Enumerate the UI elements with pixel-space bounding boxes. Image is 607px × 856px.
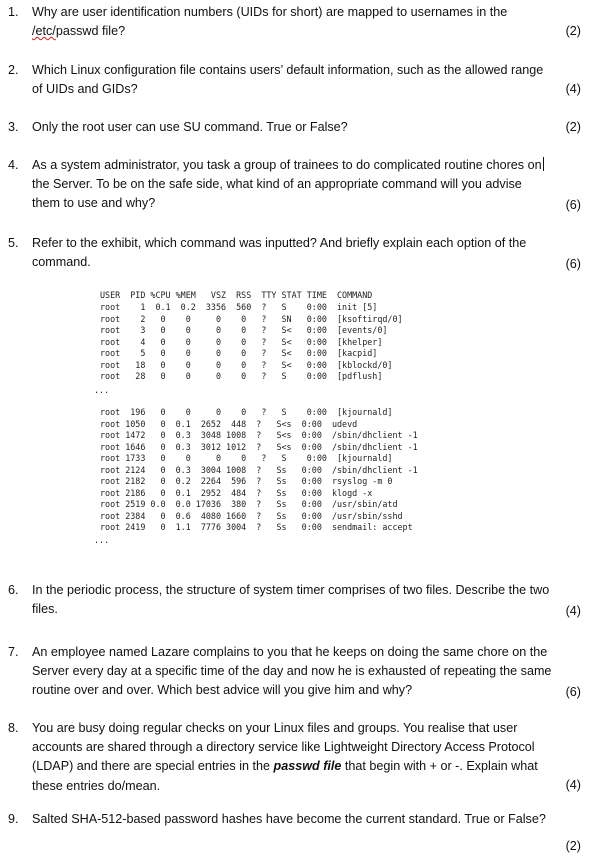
question-number: 2. [8, 63, 19, 77]
question-number: 7. [8, 645, 19, 659]
exhibit-row: root 18 0 0 0 0 ? S< 0:00 [kblockd/0] [100, 359, 393, 370]
question-number: 3. [8, 120, 19, 134]
file-path-wavy: /etc/ [32, 24, 56, 39]
exhibit-row: root 1050 0 0.1 2652 448 ? S<s 0:00 udevd [100, 418, 358, 429]
exhibit-ellipsis: ... [94, 385, 110, 395]
question-marks: (2) [565, 120, 581, 134]
question-text-line3: routine over and over. Which best advice will you give him and why? [32, 683, 413, 698]
exhibit-row: root 28 0 0 0 0 ? S 0:00 [pdflush] [100, 371, 383, 381]
question-marks: (2) [565, 24, 581, 38]
exhibit-row: root 2 0 0 0 0 ? SN 0:00 [ksoftirqd/0] [100, 313, 403, 324]
question-marks: (6) [565, 257, 581, 271]
question-text: Why are user identification numbers (UIDs for short) are mapped to usernames in the [32, 5, 508, 19]
question-text-line2: of UIDs and GIDs? [32, 82, 138, 97]
question-text: Salted SHA-512-based password hashes have become the current standard. True or False? [32, 812, 546, 826]
exhibit-row: root 2384 0 0.6 4080 1660 ? Ss 0:00 /usr/sbin/sshd [100, 510, 403, 521]
question-number: 6. [8, 583, 19, 597]
question-number: 1. [8, 5, 19, 19]
question-number: 5. [8, 236, 19, 250]
question-marks: (6) [565, 198, 581, 212]
question-text: In the periodic process, the structure of system timer comprises of two files. Describe the two [32, 583, 550, 597]
exhibit-row: root 2124 0 0.3 3004 1008 ? Ss 0:00 /sbin/dhclient -1 [100, 464, 418, 475]
question-text: Refer to the exhibit, which command was inputted? And briefly explain each option of the [32, 236, 527, 250]
exhibit-row: root 3 0 0 0 0 ? S< 0:00 [events/0] [100, 325, 388, 335]
exhibit-header: USER PID %CPU %MEM VSZ RSS TTY STAT TIME COMMAND [100, 290, 373, 300]
question-marks: (4) [565, 604, 581, 618]
question-marks: (6) [565, 685, 581, 699]
question-text: Which Linux configuration file contains users’ default information, such as the allowed range [32, 63, 544, 77]
exhibit-row: root 196 0 0 0 0 ? S 0:00 [kjournald] [100, 407, 393, 417]
question-number: 4. [8, 158, 19, 172]
question-text-line3: (LDAP) and there are special entries in the passwd file that begin with + or -. Explain what [32, 759, 538, 774]
question-marks: (2) [565, 839, 581, 853]
question-text-line2: the Server. To be on the safe side, what kind of an appropriate command will you advise [32, 177, 522, 192]
exhibit-row: root 2182 0 0.2 2264 596 ? Ss 0:00 rsyslog -m 0 [100, 476, 393, 486]
passwd-file-emphasis: passwd file [273, 759, 342, 774]
question-text: You are busy doing regular checks on your Linux files and groups. You realise that user [32, 721, 518, 735]
question-text-line3: them to use and why? [32, 196, 156, 211]
exhibit-row: root 2419 0 1.1 7776 3004 ? Ss 0:00 sendmail: accept [100, 522, 413, 532]
exhibit-row: root 4 0 0 0 0 ? S< 0:00 [khelper] [100, 336, 383, 347]
question-text-line2: accounts are shared through a directory service like Lightweight Directory Access Protocol [32, 740, 535, 755]
exhibit-row: root 1733 0 0 0 0 ? S 0:00 [kjournald] [100, 453, 393, 463]
exhibit-row: root 5 0 0 0 0 ? S< 0:00 [kacpid] [100, 348, 378, 358]
text-cursor [543, 157, 544, 171]
exhibit-ellipsis-end: ... [94, 535, 110, 545]
question-text: Only the root user can use SU command. True or False? [32, 120, 348, 134]
question-marks: (4) [565, 778, 581, 792]
question-text: As a system administrator, you task a group of trainees to do complicated routine chores on [32, 158, 542, 172]
question-text-line2: Server every day at a specific time of the day and now he is exhausted of repeating the same [32, 664, 552, 679]
question-text-line2: /etc/passwd file? [32, 24, 126, 39]
exhibit-row: root 2519 0.0 0.0 17036 380 ? Ss 0:00 /usr/sbin/atd [100, 499, 398, 509]
question-number: 8. [8, 721, 19, 735]
exhibit-row: root 1 0.1 0.2 3356 560 ? S 0:00 init [5] [100, 302, 378, 312]
question-text-line2: files. [32, 602, 58, 617]
question-text-line4: these entries do/mean. [32, 778, 161, 793]
question-number: 9. [8, 812, 19, 826]
question-text: An employee named Lazare complains to you that he keeps on doing the same chore on the [32, 645, 548, 659]
exhibit-row: root 1646 0 0.3 3012 1012 ? S<s 0:00 /sbin/dhclient -1 [100, 441, 418, 452]
question-marks: (4) [565, 82, 581, 96]
exhibit-row: root 2186 0 0.1 2952 484 ? Ss 0:00 klogd -x [100, 487, 373, 498]
question-text-line2: command. [32, 255, 91, 270]
exhibit-row: root 1472 0 0.3 3048 1008 ? S<s 0:00 /sbin/dhclient -1 [100, 430, 418, 440]
